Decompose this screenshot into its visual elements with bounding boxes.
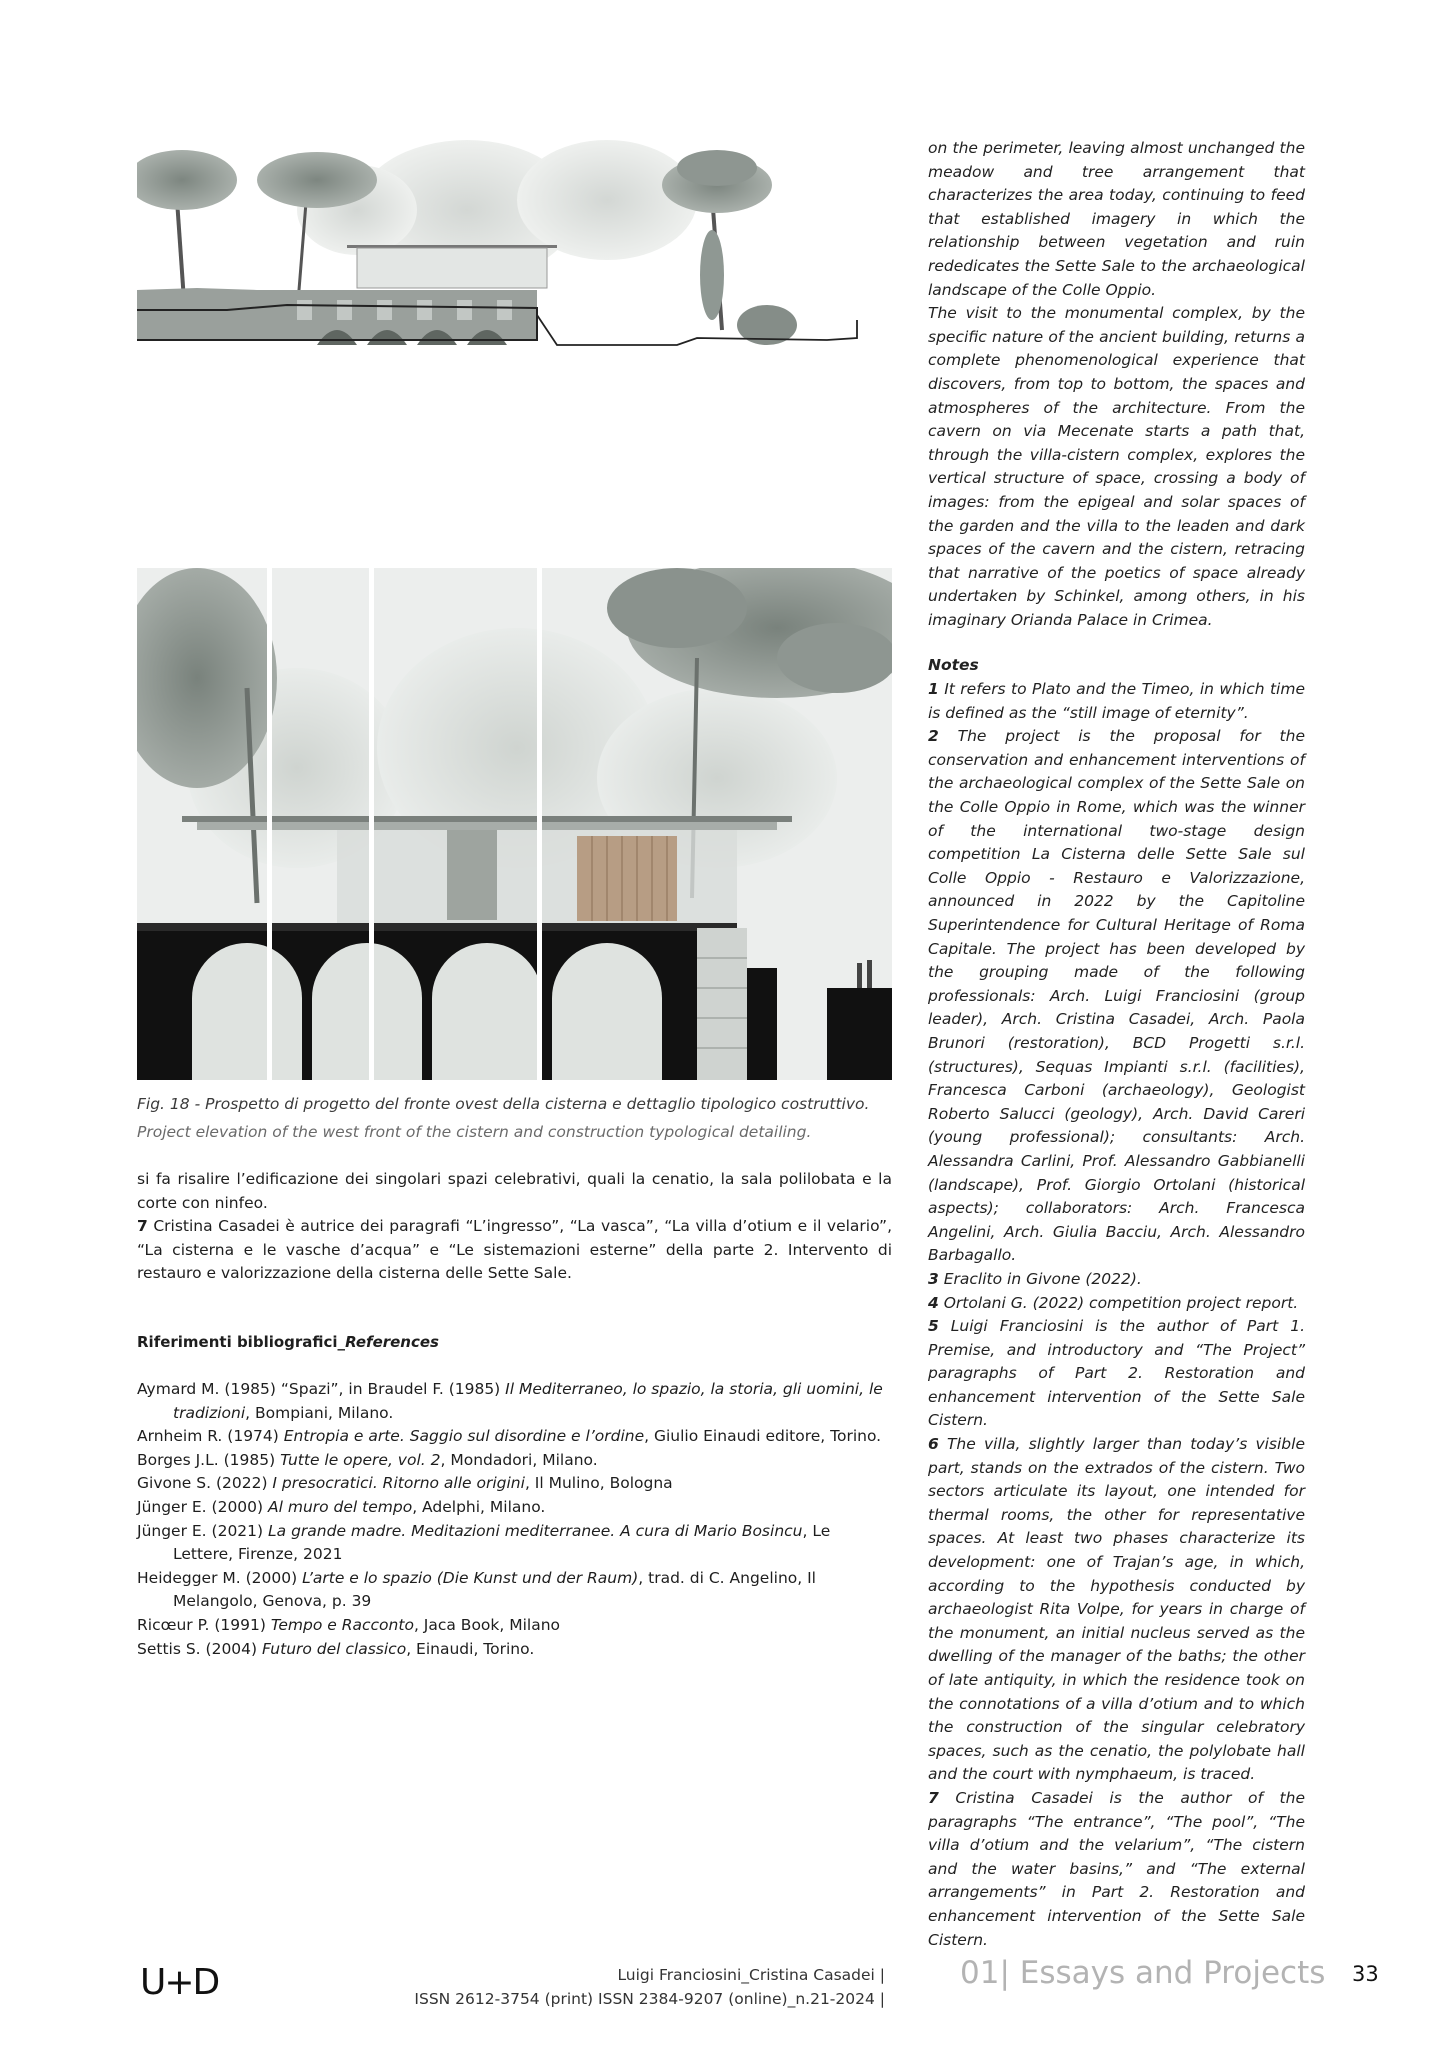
- note-item: 5 Luigi Franciosini is the author of Part 1. Premise, and introductory and “The Project” paragraphs of Part 2. Restoration and enhancement intervention of the Sette Sale Cistern.: [928, 1317, 1305, 1430]
- note-item: 1 It refers to Plato and the Timeo, in which time is defined as the “still image of eternity”.: [928, 680, 1305, 722]
- reference-item: Aymard M. (1985) “Spazi”, in Braudel F. (1985) Il Mediterraneo, lo spazio, la storia, gli uomini, le tradizioni, Bompiani, Milano.: [137, 1380, 883, 1422]
- right-column-text: [928, 137, 1305, 1952]
- note-item: 2 The project is the proposal for the conservation and enhancement interventions of the archaeological complex of the Sette Sale on the Colle Oppio in Rome, which was the winner of the international two-stage design competition La Cisterna delle Sette Sale sul Colle Oppio - Restauro e Valorizzazione, announced in 2022 by the Capitoline Superintendence for Cultural Heritage of Roma Capitale. The project has been developed by the grouping made of the following professionals: Arch. Luigi Franciosini (group leader), Arch. Cristina Casadei, Arch. Paola Brunori (restoration), BCD Progetti s.r.l. (structures), Sequas Impianti s.r.l. (facilities), Francesca Carboni (archaeology), Geologist Roberto Salucci (geology), Arch. David Careri (young professional); consultants: Arch. Alessandra Carlini, Prof. Alessandro Gabbianelli (landscape), Prof. Giorgio Ortolani (historical aspects); collaborators: Arch. Francesca Angelini, Arch. Giulia Bacciu, Arch. Alessandro Barbagallo.: [928, 727, 1305, 1265]
- note-item: 4 Ortolani G. (2022) competition project report.: [928, 1293, 1299, 1312]
- footer-authors: [414, 1963, 885, 2011]
- footer-section-title: 01| Essays and Projects: [960, 1955, 1326, 1991]
- note-item: 3 Eraclito in Givone (2022).: [928, 1269, 1142, 1288]
- reference-item: Settis S. (2004) Futuro del classico, Einaudi, Torino.: [137, 1639, 535, 1658]
- footnote-number: 7: [137, 1217, 148, 1235]
- reference-item: Arnheim R. (1974) Entropia e arte. Saggio sul disordine e l’ordine, Giulio Einaudi editore, Torino.: [137, 1427, 882, 1446]
- reference-item: Heidegger M. (2000) L’arte e lo spazio (Die Kunst und der Raum), trad. di C. Angelino, Il Melangolo, Genova, p. 39: [137, 1568, 816, 1611]
- body-paragraph: on the perimeter, leaving almost unchanged the meadow and tree arrangement that characterizes the area today, continuing to feed that established imagery in which the relationship between vegetation and ruin rededicates the Sette Sale to the archaeological landscape of the Colle Oppio.: [928, 139, 1305, 299]
- left-continuation-text: [137, 1168, 892, 1286]
- figure-caption-italian: Fig. 18 - Prospetto di progetto del fronte ovest della cisterna e dettaglio tipologico costruttivo.: [137, 1095, 870, 1113]
- note-item: 7 Cristina Casadei is the author of the paragraphs “The entrance”, “The pool”, “The villa d’otium and the velarium”, “The cistern and the water basins,” and “The external arrangements” in Part 2. Restoration and enhancement intervention of the Sette Sale Cistern.: [928, 1788, 1305, 1949]
- footer-author-names: Luigi Franciosini_Cristina Casadei |: [617, 1966, 885, 1984]
- footnote-7-italian: [137, 1215, 892, 1286]
- figure-caption-english: Project elevation of the west front of the cistern and construction typological detailing.: [137, 1123, 812, 1141]
- footnote-6-continuation: si fa risalire l’edificazione dei singolari spazi celebrativi, quali la cenatio, la sala polilobata e la corte con ninfeo.: [137, 1170, 892, 1212]
- reference-item: Ricœur P. (1991) Tempo e Racconto, Jaca Book, Milano: [137, 1615, 561, 1634]
- figure-section-drawing: [137, 140, 892, 385]
- figure-elevation-drawing: [137, 568, 892, 1080]
- references-heading-en: References: [345, 1333, 439, 1351]
- reference-item: Givone S. (2022) I presocratici. Ritorno alle origini, Il Mulino, Bologna: [137, 1474, 673, 1493]
- notes-heading: Notes: [928, 656, 979, 675]
- references-heading-it: Riferimenti bibliografici_: [137, 1333, 346, 1351]
- note-item: 6 The villa, slightly larger than today’s visible part, stands on the extrados of the cistern. Two sectors articulate its layout, one intended for thermal rooms, the other for representative spaces. At least two phases characterize its development: one of Trajan’s age, in which, according to the hypothesis conducted by archaeologist Rita Volpe, for years in charge of the monument, an initial nucleus served as the dwelling of the manager of the baths; the other of late antiquity, in which the residence took on the connotations of a villa d’otium and to which the construction of the singular celebratory spaces, such as the cenatio, the polylobate hall and the court with nymphaeum, is traced.: [928, 1435, 1305, 1784]
- page-number: 33: [1352, 1962, 1379, 1986]
- footnote-text: Cristina Casadei è autrice dei paragrafi “L’ingresso”, “La vasca”, “La villa d’otium e il velario”, “La cisterna e le vasche d’acqua” e “Le sistemazioni esterne” della parte 2. Intervento di restauro e valorizzazione della cisterna delle Sette Sale.: [137, 1217, 892, 1282]
- reference-item: Jünger E. (2000) Al muro del tempo, Adelphi, Milano.: [137, 1497, 546, 1516]
- reference-item: Borges J.L. (1985) Tutte le opere, vol. 2, Mondadori, Milano.: [137, 1450, 598, 1469]
- references-heading: [137, 1333, 439, 1351]
- footer-issn: ISSN 2612-3754 (print) ISSN 2384-9207 (online)_n.21-2024 |: [414, 1990, 885, 2008]
- body-paragraph: The visit to the monumental complex, by the specific nature of the ancient building, returns a complete phenomenological experience that discovers, from top to bottom, the spaces and atmospheres of the architecture. From the cavern on via Mecenate starts a path that, through the villa-cistern complex, explores the vertical structure of space, crossing a body of images: from the epigeal and solar spaces of the garden and the villa to the leaden and dark spaces of the cavern and the cistern, retracing that narrative of the poetics of space already undertaken by Schinkel, among others, in his imaginary Orianda Palace in Crimea.: [928, 304, 1305, 629]
- reference-item: Jünger E. (2021) La grande madre. Meditazioni mediterranee. A cura di Mario Bosincu, Le Lettere, Firenze, 2021: [137, 1521, 831, 1564]
- elevation-drawing-illustration: [137, 568, 892, 1080]
- references-list: [137, 1378, 892, 1661]
- journal-logo: U+D: [140, 1962, 219, 2003]
- section-drawing-illustration: [137, 140, 892, 385]
